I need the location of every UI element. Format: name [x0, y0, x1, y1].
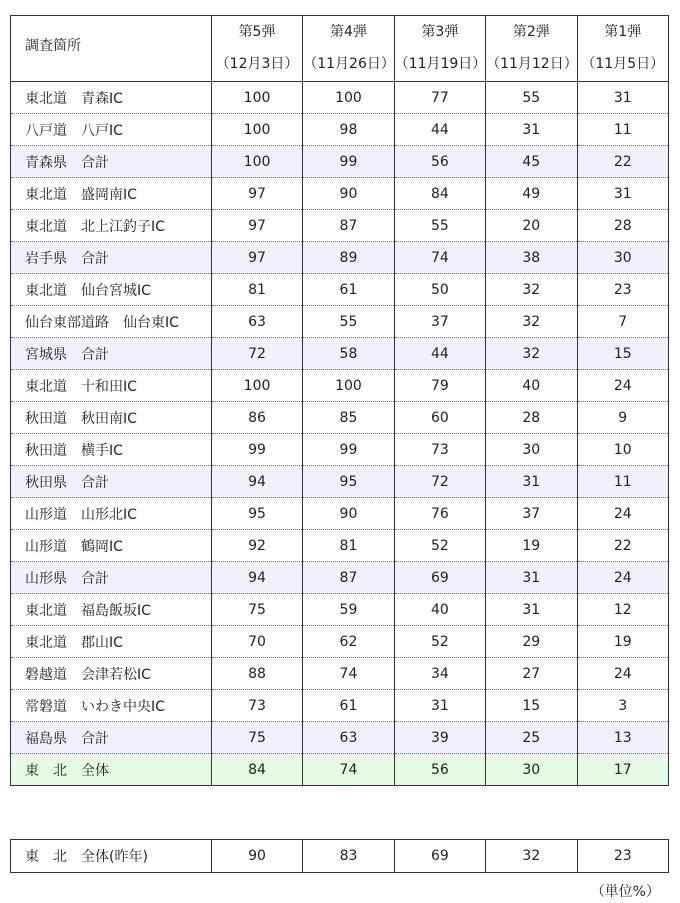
- header-row: [11, 16, 669, 82]
- table-row: [11, 626, 669, 658]
- location-name: 青森県 合計: [11, 146, 212, 178]
- table-row: [11, 178, 669, 210]
- location-name: 山形道 鶴岡IC: [11, 530, 212, 562]
- value-cell: 55: [394, 210, 485, 242]
- round-label: 第2弾: [512, 24, 550, 40]
- value-cell: 73: [211, 690, 302, 722]
- prefecture-total-row: [11, 146, 669, 178]
- value-cell: 28: [486, 402, 577, 434]
- value-cell: 63: [211, 306, 302, 338]
- value-cell: 12: [577, 594, 669, 626]
- value-cell: 40: [486, 370, 577, 402]
- value-cell: 59: [303, 594, 394, 626]
- value-cell: 87: [303, 562, 394, 594]
- value-cell: 90: [303, 178, 394, 210]
- location-name: 東北道 福島飯坂IC: [11, 594, 212, 626]
- value-cell: 69: [394, 840, 485, 873]
- value-cell: 30: [486, 434, 577, 466]
- last-year-table: [10, 839, 669, 873]
- value-cell: 24: [577, 658, 669, 690]
- value-cell: 81: [303, 530, 394, 562]
- value-cell: 74: [303, 658, 394, 690]
- round-label: 第5弾: [238, 24, 276, 40]
- value-cell: 75: [211, 594, 302, 626]
- value-cell: 61: [303, 274, 394, 306]
- value-cell: 90: [303, 498, 394, 530]
- value-cell: 15: [486, 690, 577, 722]
- value-cell: 100: [211, 370, 302, 402]
- table-row: [11, 210, 669, 242]
- round-date: （11月19日）: [394, 56, 487, 72]
- value-cell: 76: [394, 498, 485, 530]
- value-cell: 27: [486, 658, 577, 690]
- value-cell: 40: [394, 594, 485, 626]
- value-cell: 31: [394, 690, 485, 722]
- value-cell: 56: [394, 146, 485, 178]
- value-cell: 52: [394, 626, 485, 658]
- value-cell: 44: [394, 338, 485, 370]
- value-cell: 44: [394, 114, 485, 146]
- value-cell: 10: [577, 434, 669, 466]
- value-cell: 25: [486, 722, 577, 754]
- survey-results-table: [10, 15, 669, 786]
- value-cell: 11: [577, 114, 669, 146]
- value-cell: 61: [303, 690, 394, 722]
- value-cell: 83: [303, 840, 394, 873]
- table-row: [11, 594, 669, 626]
- value-cell: 20: [486, 210, 577, 242]
- value-cell: 70: [211, 626, 302, 658]
- value-cell: 98: [303, 114, 394, 146]
- value-cell: 74: [303, 754, 394, 786]
- value-cell: 73: [394, 434, 485, 466]
- value-cell: 23: [577, 840, 668, 873]
- location-name: 東北道 青森IC: [11, 82, 212, 114]
- location-name: 磐越道 会津若松IC: [11, 658, 212, 690]
- value-cell: 32: [486, 306, 577, 338]
- value-cell: 28: [577, 210, 669, 242]
- value-cell: 34: [394, 658, 485, 690]
- value-cell: 24: [577, 562, 669, 594]
- table-row: [11, 114, 669, 146]
- location-name: 仙台東部道路 仙台東IC: [11, 306, 212, 338]
- value-cell: 31: [486, 114, 577, 146]
- value-cell: 72: [211, 338, 302, 370]
- value-cell: 90: [211, 840, 302, 873]
- prefecture-total-row: [11, 466, 669, 498]
- value-cell: 38: [486, 242, 577, 274]
- value-cell: 30: [486, 754, 577, 786]
- location-name: 東北道 盛岡南IC: [11, 178, 212, 210]
- location-name: 八戸道 八戸IC: [11, 114, 212, 146]
- location-name: 東北道 北上江釣子IC: [11, 210, 212, 242]
- round-label: 第3弾: [421, 24, 459, 40]
- round-date: （11月5日）: [581, 56, 665, 72]
- round-label: 第1弾: [604, 24, 642, 40]
- value-cell: 24: [577, 498, 669, 530]
- value-cell: 75: [211, 722, 302, 754]
- value-cell: 56: [394, 754, 485, 786]
- value-cell: 84: [211, 754, 302, 786]
- value-cell: 99: [303, 146, 394, 178]
- value-cell: 94: [211, 562, 302, 594]
- location-name: 岩手県 合計: [11, 242, 212, 274]
- table-row: [11, 402, 669, 434]
- value-cell: 85: [303, 402, 394, 434]
- value-cell: 55: [303, 306, 394, 338]
- value-cell: 29: [486, 626, 577, 658]
- value-cell: 95: [303, 466, 394, 498]
- value-cell: 95: [211, 498, 302, 530]
- location-name: 東北道 仙台宮城IC: [11, 274, 212, 306]
- value-cell: 60: [394, 402, 485, 434]
- header-round-1: [577, 16, 669, 82]
- value-cell: 97: [211, 242, 302, 274]
- table-row: [11, 370, 669, 402]
- value-cell: 45: [486, 146, 577, 178]
- value-cell: 97: [211, 178, 302, 210]
- value-cell: 63: [303, 722, 394, 754]
- value-cell: 7: [577, 306, 669, 338]
- table-row: [11, 690, 669, 722]
- value-cell: 97: [211, 210, 302, 242]
- value-cell: 3: [577, 690, 669, 722]
- value-cell: 74: [394, 242, 485, 274]
- header-location: 調査箇所: [11, 16, 212, 82]
- value-cell: 99: [211, 434, 302, 466]
- table-row: [11, 658, 669, 690]
- total-row: [11, 754, 669, 786]
- table-row: [11, 434, 669, 466]
- location-name: 秋田道 秋田南IC: [11, 402, 212, 434]
- round-date: （11月26日）: [303, 56, 395, 72]
- value-cell: 15: [577, 338, 669, 370]
- location-name: 東北道 十和田IC: [11, 370, 212, 402]
- value-cell: 58: [303, 338, 394, 370]
- value-cell: 100: [211, 146, 302, 178]
- value-cell: 88: [211, 658, 302, 690]
- table-row: [11, 82, 669, 114]
- value-cell: 81: [211, 274, 302, 306]
- unit-note: （単位%）: [590, 884, 660, 900]
- value-cell: 77: [394, 82, 485, 114]
- value-cell: 72: [394, 466, 485, 498]
- location-name: 山形県 合計: [11, 562, 212, 594]
- table-row: [11, 306, 669, 338]
- location-name: 福島県 合計: [11, 722, 212, 754]
- header-round-3: [394, 16, 485, 82]
- value-cell: 19: [577, 626, 669, 658]
- value-cell: 31: [486, 594, 577, 626]
- value-cell: 11: [577, 466, 669, 498]
- value-cell: 92: [211, 530, 302, 562]
- value-cell: 55: [486, 82, 577, 114]
- round-date: （12月3日）: [215, 56, 299, 72]
- value-cell: 32: [486, 338, 577, 370]
- last-year-row: [11, 840, 669, 873]
- prefecture-total-row: [11, 338, 669, 370]
- value-cell: 19: [486, 530, 577, 562]
- value-cell: 39: [394, 722, 485, 754]
- last-year-label: 東 北 全体(昨年): [11, 840, 212, 873]
- value-cell: 79: [394, 370, 485, 402]
- location-name: 山形道 山形北IC: [11, 498, 212, 530]
- location-name: 常磐道 いわき中央IC: [11, 690, 212, 722]
- value-cell: 52: [394, 530, 485, 562]
- value-cell: 86: [211, 402, 302, 434]
- value-cell: 32: [486, 840, 577, 873]
- value-cell: 17: [577, 754, 669, 786]
- value-cell: 31: [486, 466, 577, 498]
- value-cell: 100: [211, 82, 302, 114]
- value-cell: 24: [577, 370, 669, 402]
- value-cell: 100: [303, 370, 394, 402]
- value-cell: 62: [303, 626, 394, 658]
- value-cell: 37: [394, 306, 485, 338]
- round-date: （11月12日）: [486, 56, 578, 72]
- value-cell: 94: [211, 466, 302, 498]
- value-cell: 50: [394, 274, 485, 306]
- value-cell: 49: [486, 178, 577, 210]
- value-cell: 9: [577, 402, 669, 434]
- value-cell: 31: [577, 82, 669, 114]
- header-round-5: [211, 16, 302, 82]
- value-cell: 23: [577, 274, 669, 306]
- location-name: 東北道 郡山IC: [11, 626, 212, 658]
- header-round-4: [303, 16, 394, 82]
- value-cell: 31: [577, 178, 669, 210]
- value-cell: 99: [303, 434, 394, 466]
- value-cell: 84: [394, 178, 485, 210]
- value-cell: 32: [486, 274, 577, 306]
- location-name: 宮城県 合計: [11, 338, 212, 370]
- round-label: 第4弾: [329, 24, 367, 40]
- prefecture-total-row: [11, 242, 669, 274]
- value-cell: 30: [577, 242, 669, 274]
- prefecture-total-row: [11, 722, 669, 754]
- table-row: [11, 498, 669, 530]
- value-cell: 31: [486, 562, 577, 594]
- value-cell: 69: [394, 562, 485, 594]
- table-row: [11, 274, 669, 306]
- value-cell: 87: [303, 210, 394, 242]
- value-cell: 13: [577, 722, 669, 754]
- value-cell: 22: [577, 530, 669, 562]
- value-cell: 100: [211, 114, 302, 146]
- header-round-2: [486, 16, 577, 82]
- prefecture-total-row: [11, 562, 669, 594]
- value-cell: 37: [486, 498, 577, 530]
- location-name: 秋田県 合計: [11, 466, 212, 498]
- location-name: 秋田道 横手IC: [11, 434, 212, 466]
- value-cell: 89: [303, 242, 394, 274]
- value-cell: 22: [577, 146, 669, 178]
- location-name: 東 北 全体: [11, 754, 212, 786]
- value-cell: 100: [303, 82, 394, 114]
- table-row: [11, 530, 669, 562]
